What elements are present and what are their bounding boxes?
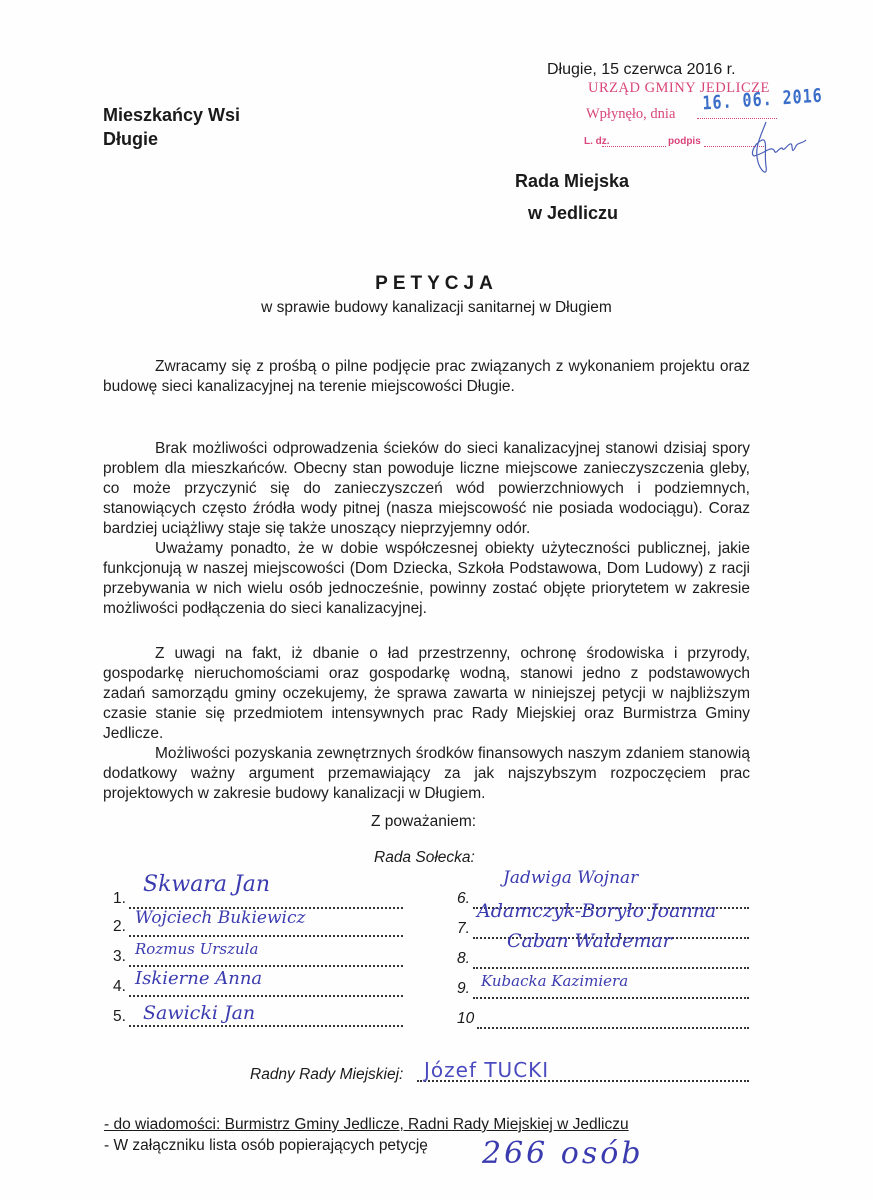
document-title: PETYCJA bbox=[375, 273, 498, 294]
sender-line-1: Mieszkańcy Wsi bbox=[103, 105, 241, 125]
handwritten-signature: Sawicki Jan bbox=[143, 1002, 256, 1024]
recipient-line-1: Rada Miejska bbox=[515, 171, 630, 191]
signature-number: 7. bbox=[457, 920, 470, 937]
stamp-ldz-dots bbox=[602, 146, 666, 147]
signature-number: 10 bbox=[457, 1010, 475, 1027]
cc-line: - do wiadomości: Burmistrz Gminy Jedlicze, Radni Rady Miejskiej w Jedliczu bbox=[104, 1116, 629, 1133]
handwritten-signature: Iskierne Anna bbox=[135, 968, 263, 989]
signature-line-3 bbox=[113, 940, 403, 970]
paragraph-1 bbox=[103, 357, 750, 397]
signature-line-9 bbox=[457, 972, 749, 1002]
document-subtitle: w sprawie budowy kanalizacji sanitarnej w Długiem bbox=[261, 299, 612, 316]
signature-dots bbox=[129, 995, 403, 997]
handwritten-signature: Skwara Jan bbox=[143, 872, 271, 897]
paragraph-text: Zwracamy się z prośbą o pilne podjęcie prac związanych z wykonaniem projektu oraz budowę sieci kanalizacyjnej na terenie miejscowości Długie. bbox=[103, 358, 750, 395]
stamp-ldz-label: L. dz. bbox=[584, 136, 610, 147]
signature-dots bbox=[129, 965, 403, 967]
stamp-received-label: Wpłynęło, dnia bbox=[586, 106, 676, 122]
paragraph-2-3 bbox=[103, 439, 750, 619]
paragraph-text: Brak możliwości odprowadzenia ścieków do sieci kanalizacyjnej stanowi dzisiaj spory problem dla mieszkańców. Obecny stan powoduje liczne miejscowe zanieczyszczenia gleby, co może przyczynić się do zanieczyszczeń wód powierzchniowych i podziemnych, stanowiących często źródła wody pitnej (nasza miejscowość nie posiada wodociągu). Coraz bardziej uciążliwy staje się także unoszący nieprzyjemny odór. bbox=[103, 440, 750, 537]
paragraph-text: Możliwości pozyskania zewnętrznych środków finansowych naszym zdaniem stanowią dodatkowy ważny argument przemawiający za jak najszybszym rozpoczęciem prac projektowych w zakresie budowy kanalizacji w Długiem. bbox=[103, 745, 750, 802]
paragraph-text: Uważamy ponadto, że w dobie współczesnej obiekty użyteczności publicznej, jakie funkcjonują w naszej miejscowości (Dom Dziecka, Szkoła Podstawowa, Dom Ludowy) z racji przebywania w nich wielu osób jednocześnie, powinny zostać objęte priorytetem w zakresie możliwości podłączenia do sieci kanalizacyjnej. bbox=[103, 540, 750, 617]
stamp-signature-label: podpis bbox=[668, 136, 701, 147]
stamp-received-date: 16. 06. 2016 bbox=[702, 84, 824, 115]
signature-number: 3. bbox=[113, 948, 126, 965]
handwritten-signature: Kubacka Kazimiera bbox=[481, 972, 629, 990]
signature-line-2 bbox=[113, 908, 403, 940]
signature-number: 8. bbox=[457, 950, 470, 967]
councillor-label: Radny Rady Miejskiej: bbox=[250, 1066, 404, 1083]
signature-number: 2. bbox=[113, 918, 126, 935]
sender-line-2: Długie bbox=[103, 129, 159, 149]
handwritten-signature: Caban Waldemar bbox=[507, 930, 672, 952]
paragraph-4-5 bbox=[103, 644, 750, 804]
handwritten-signature: Rozmus Urszula bbox=[135, 940, 259, 958]
signature-dots bbox=[473, 967, 749, 969]
stamp-office: URZĄD GMINY JEDLICZE bbox=[588, 80, 770, 96]
signature-dots bbox=[129, 935, 403, 937]
signature-number: 5. bbox=[113, 1008, 126, 1025]
handwritten-signature: Jadwiga Wojnar bbox=[503, 868, 639, 888]
signature-number: 9. bbox=[457, 980, 470, 997]
signature-dots bbox=[477, 1027, 749, 1029]
attachment-line: - W załączniku lista osób popierających petycję bbox=[104, 1137, 428, 1154]
councillor-handwritten-name: Józef TUCKI bbox=[424, 1058, 550, 1082]
council-label: Rada Sołecka: bbox=[374, 849, 475, 866]
closing-salutation: Z poważaniem: bbox=[371, 813, 477, 830]
signature-line-10 bbox=[457, 1010, 749, 1032]
paragraph-text: Z uwagi na fakt, iż dbanie o ład przestrzenny, ochronę środowiska i przyrody, gospodarkę nieruchomościami oraz gospodarkę wodną, stanowi jedno z podstawowych zadań samorządu gminy oczekujemy, że sprawa zawarta w niniejszej petycji w najbliższym czasie stanie się przedmiotem intensywnych prac Rady Miejskiej oraz Burmistrza Gminy Jedlicze. bbox=[103, 645, 750, 742]
handwritten-signature: Adamczyk-Boryło Joanna bbox=[477, 900, 717, 922]
handwritten-signature: Wojciech Bukiewicz bbox=[135, 908, 306, 928]
signature-number: 6. bbox=[457, 890, 470, 907]
supporters-count-handwritten: 266 osób bbox=[482, 1136, 644, 1171]
signature-line-4 bbox=[113, 968, 403, 1000]
place-date: Długie, 15 czerwca 2016 r. bbox=[547, 61, 736, 78]
signature-line-5 bbox=[113, 1002, 403, 1030]
signature-number: 4. bbox=[113, 978, 126, 995]
stamp-signature-scribble-icon bbox=[740, 118, 810, 180]
signature-dots bbox=[473, 997, 749, 999]
signature-dots bbox=[129, 1025, 403, 1027]
signature-line-8 bbox=[457, 930, 749, 972]
signature-number: 1. bbox=[113, 890, 126, 907]
recipient-line-2: w Jedliczu bbox=[528, 203, 619, 223]
sender-block bbox=[103, 103, 240, 151]
